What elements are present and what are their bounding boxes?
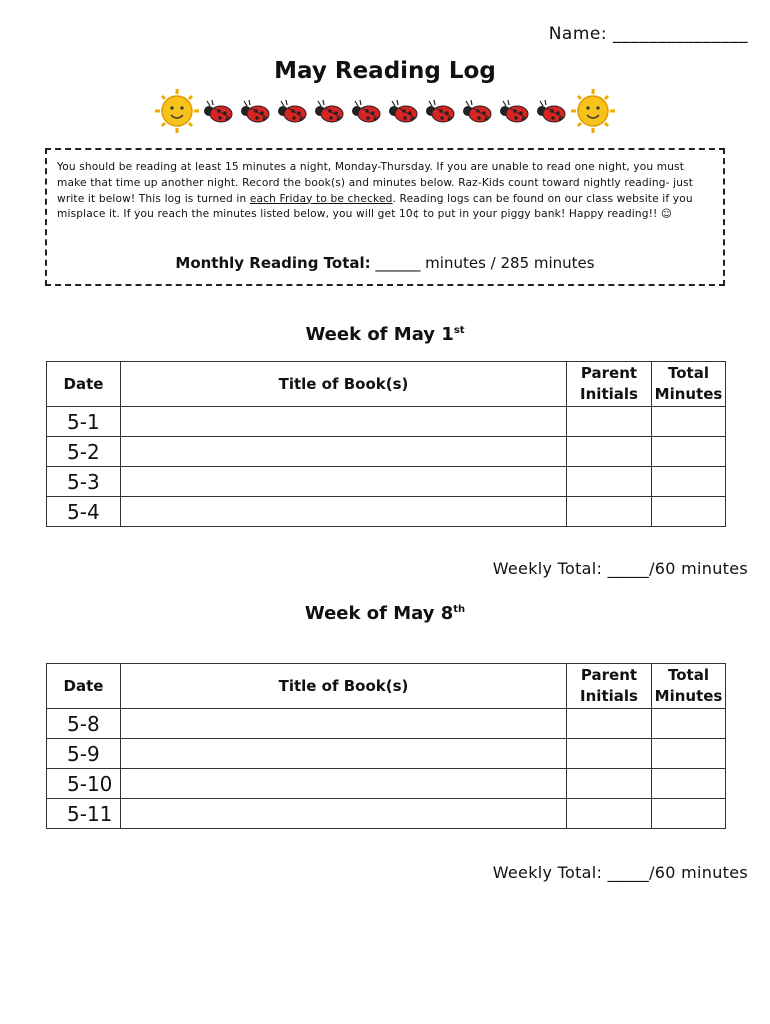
reading-table [46,361,726,527]
ladybug-icon [241,100,269,122]
date-cell: 5-2 [47,437,121,467]
initials-cell[interactable] [567,437,652,467]
minutes-cell[interactable] [652,709,726,739]
title-cell[interactable] [121,497,567,527]
initials-cell[interactable] [567,799,652,829]
ladybug-icon [500,100,528,122]
date-cell: 5-1 [47,407,121,437]
ladybug-icon [537,100,565,122]
title-cell[interactable] [121,799,567,829]
ladybug-icon [426,100,454,122]
weekly-total: Weekly Total: _____/60 minutes [492,863,748,882]
ladybug-icon [315,100,343,122]
date-cell: 5-9 [47,739,121,769]
table-row [47,497,726,527]
table-row [47,437,726,467]
title-header: Title of Book(s) [121,664,567,709]
date-cell: 5-4 [47,497,121,527]
reading-table [46,663,726,829]
initials-cell[interactable] [567,497,652,527]
date-cell: 5-10 [47,769,121,799]
ladybug-icon [463,100,491,122]
weekly-total: Weekly Total: _____/60 minutes [492,559,748,578]
initials-cell[interactable] [567,407,652,437]
title-cell[interactable] [121,407,567,437]
instructions-box [45,148,725,286]
minutes-cell[interactable] [652,407,726,437]
total-minutes-header: Total Minutes [652,362,726,407]
minutes-cell[interactable] [652,799,726,829]
title-cell[interactable] [121,739,567,769]
minutes-cell[interactable] [652,497,726,527]
title-cell[interactable] [121,769,567,799]
table-row [47,799,726,829]
page-title: May Reading Log [274,58,496,84]
initials-cell[interactable] [567,467,652,497]
table-row [47,739,726,769]
table-row [47,769,726,799]
date-cell: 5-3 [47,467,121,497]
initials-cell[interactable] [567,739,652,769]
initials-cell[interactable] [567,769,652,799]
week-heading: Week of May 8th [304,603,466,624]
ladybug-icon [278,100,306,122]
minutes-cell[interactable] [652,467,726,497]
title-cell[interactable] [121,437,567,467]
ladybug-icon [204,100,232,122]
minutes-cell[interactable] [652,739,726,769]
ladybug-icon [352,100,380,122]
date-header: Date [47,664,121,709]
table-row [47,407,726,437]
decoration-row [0,88,770,134]
date-header: Date [47,362,121,407]
title-cell[interactable] [121,709,567,739]
initials-cell[interactable] [567,709,652,739]
minutes-cell[interactable] [652,437,726,467]
week-heading: Week of May 1st [305,324,465,345]
monthly-total: Monthly Reading Total: ______ minutes / 285 minutes [175,254,595,272]
sun-icon [571,89,615,133]
table-row [47,467,726,497]
minutes-cell[interactable] [652,769,726,799]
name-field[interactable]: Name: _______________ [548,24,748,44]
sun-icon [155,89,199,133]
instructions-text: You should be reading at least 15 minutes a night, Monday-Thursday. If you are unable to read one night, you must make that time up another night. Record the book(s) and minutes below. Raz-Kids count toward nightly reading- just write it below! This log is turned in each Friday to be checked. Reading logs can be found on our class website if you misplace it. If you reach the minutes listed below, you will get 10¢ to put in your piggy bank! Happy reading!! ☺ [57,161,694,221]
friday-underline: each Friday to be checked [249,192,393,205]
title-cell[interactable] [121,467,567,497]
ladybug-icon [389,100,417,122]
date-cell: 5-11 [47,799,121,829]
parent-initials-header: Parent Initials [567,362,652,407]
date-cell: 5-8 [47,709,121,739]
table-row [47,709,726,739]
title-header: Title of Book(s) [121,362,567,407]
parent-initials-header: Parent Initials [567,664,652,709]
total-minutes-header: Total Minutes [652,664,726,709]
